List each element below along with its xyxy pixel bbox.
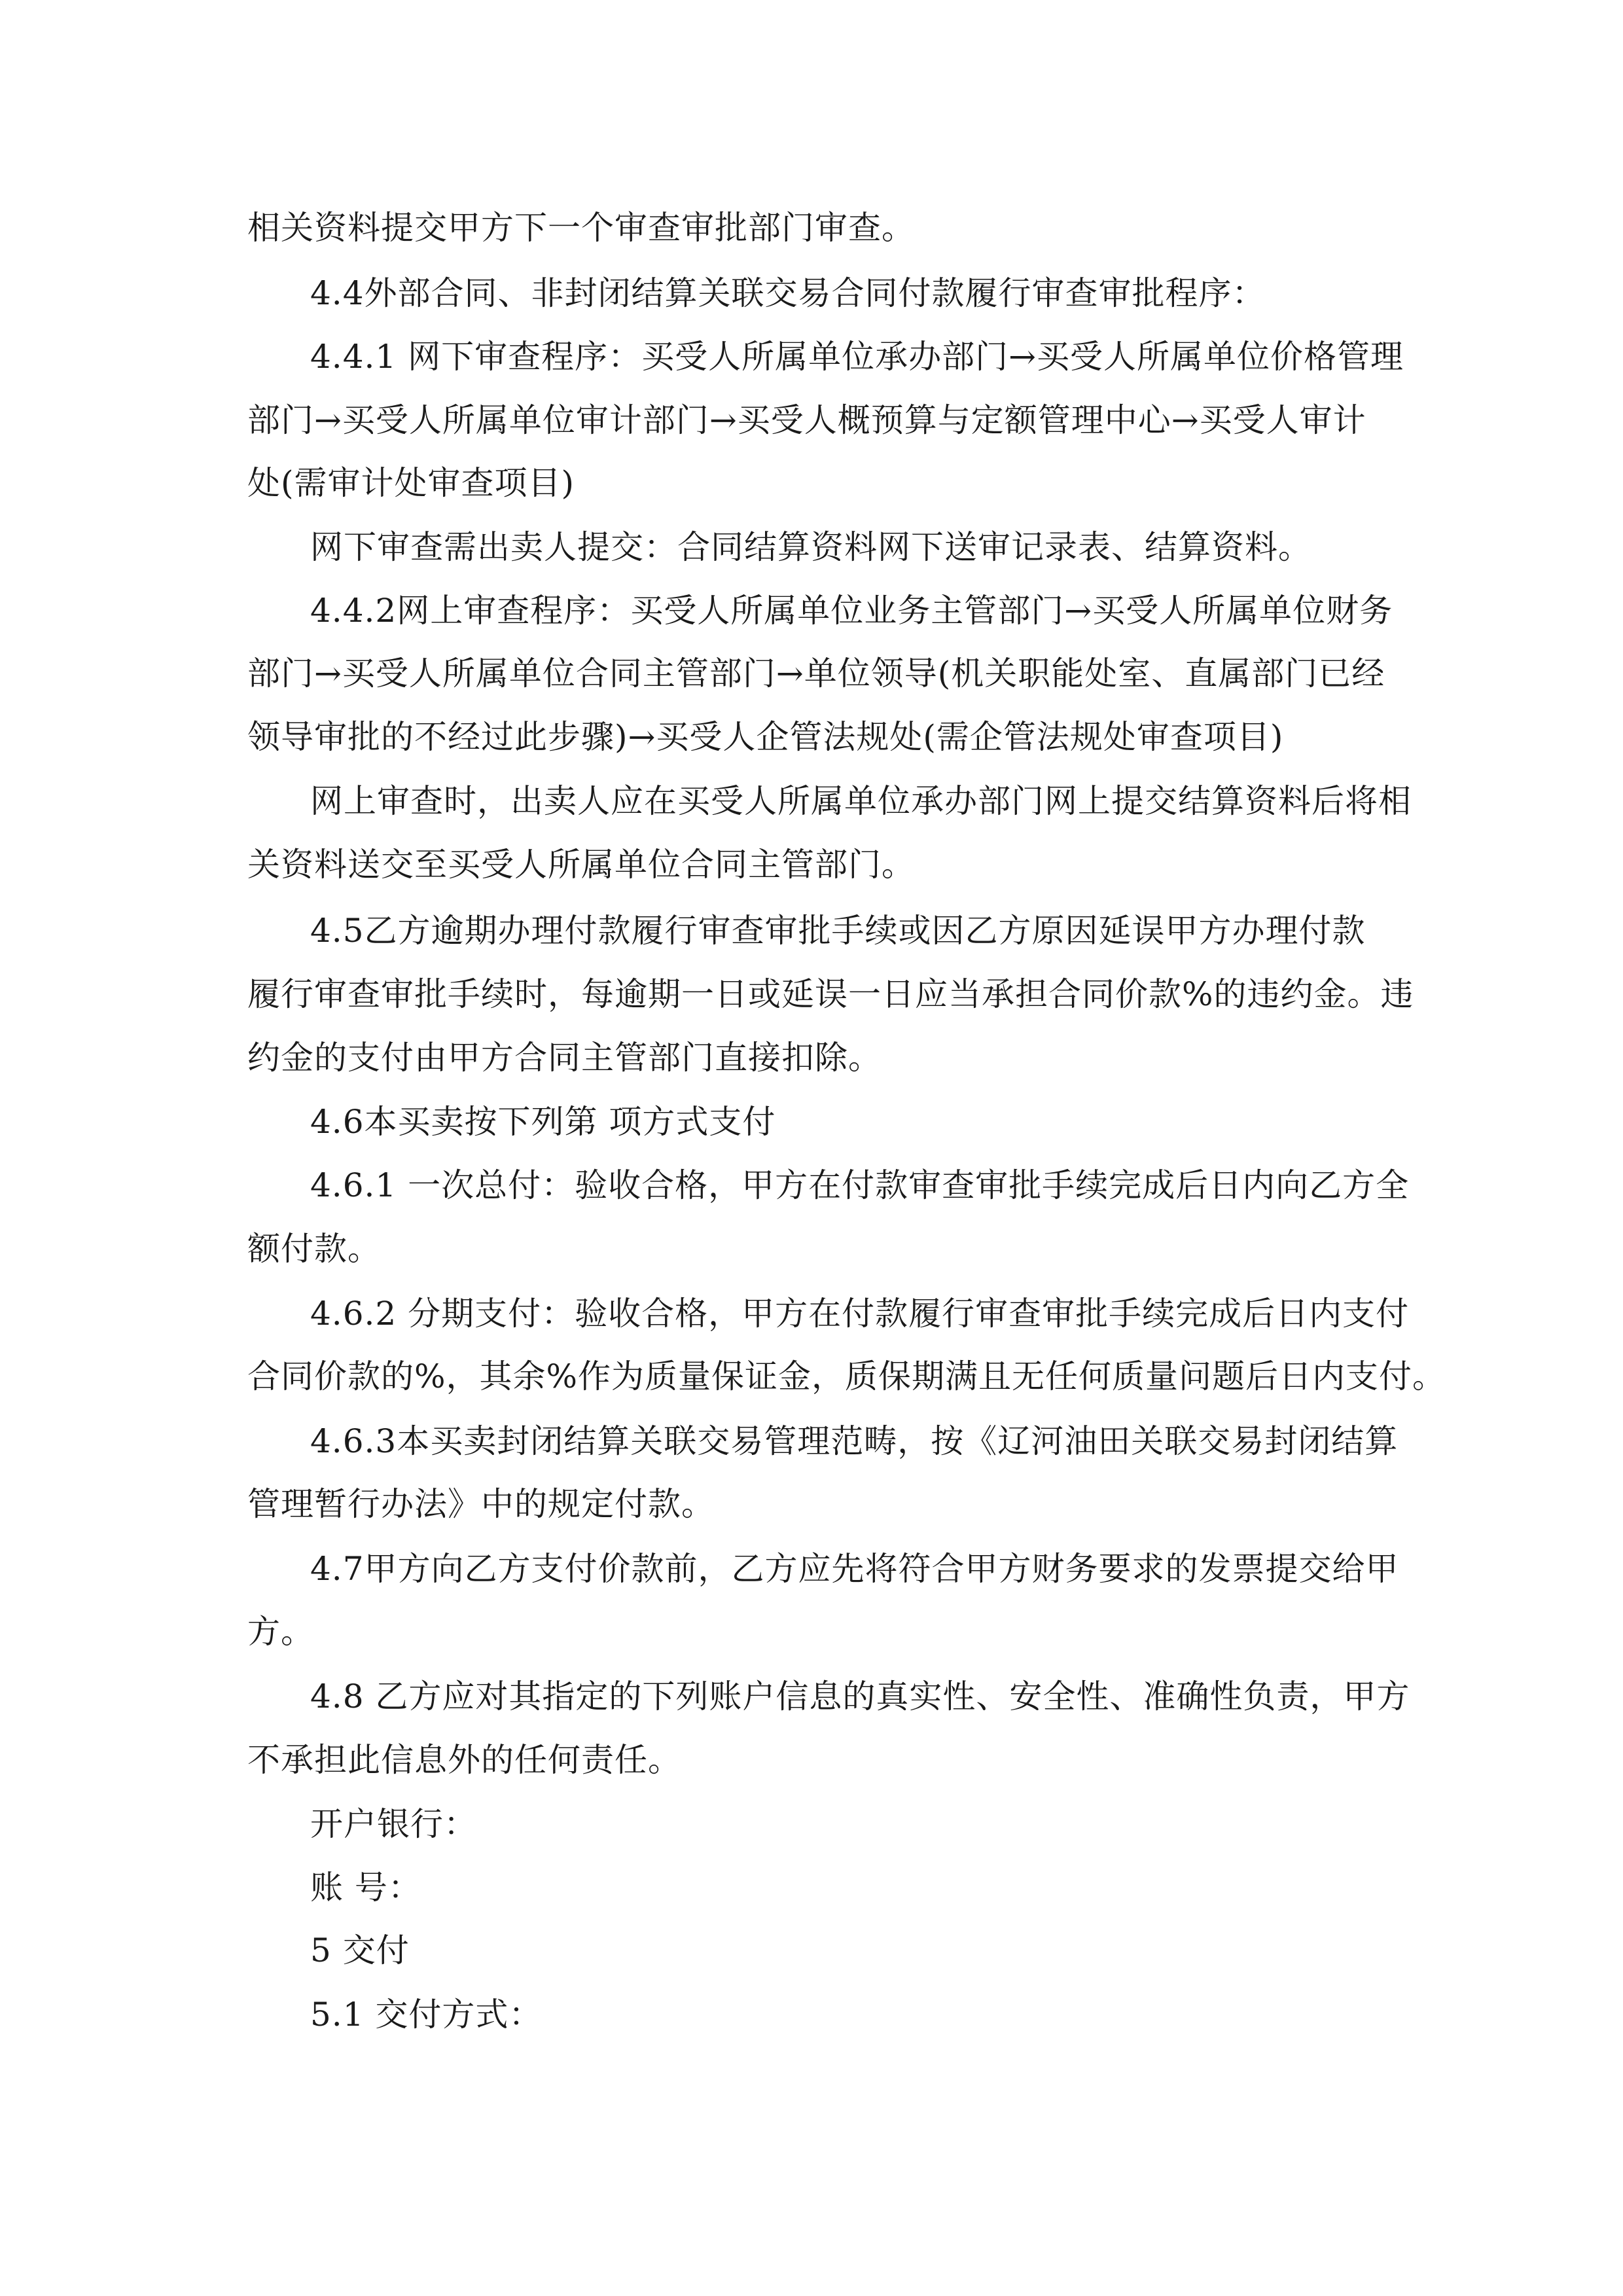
text-line: 账 号： bbox=[310, 1869, 421, 1907]
text-line: 4.6.2 分期支付：验收合格，甲方在付款履行审查审批手续完成后日内支付 bbox=[310, 1295, 1410, 1333]
text-line: 管理暂行办法》中的规定付款。 bbox=[247, 1485, 715, 1523]
text-line: 部门→买受人所属单位合同主管部门→单位领导(机关职能处室、直属部门已经 bbox=[247, 655, 1385, 692]
text-line: 4.4.2网上审查程序：买受人所属单位业务主管部门→买受人所属单位财务 bbox=[310, 592, 1393, 630]
text-line: 4.5乙方逾期办理付款履行审查审批手续或因乙方原因延误甲方办理付款 bbox=[310, 912, 1366, 950]
text-line: 额付款。 bbox=[247, 1230, 381, 1268]
text-line: 5.1 交付方式： bbox=[310, 1996, 543, 2034]
text-line: 开户银行： bbox=[310, 1805, 477, 1843]
text-line: 关资料送交至买受人所属单位合同主管部门。 bbox=[247, 846, 915, 884]
text-line: 4.4外部合同、非封闭结算关联交易合同付款履行审查审批程序： bbox=[310, 274, 1266, 312]
text-line: 部门→买受人所属单位审计部门→买受人概预算与定额管理中心→买受人审计 bbox=[247, 401, 1366, 439]
text-line: 网下审查需出卖人提交：合同结算资料网下送审记录表、结算资料。 bbox=[310, 528, 1311, 566]
text-line: 相关资料提交甲方下一个审查审批部门审查。 bbox=[247, 209, 915, 247]
text-line: 4.7甲方向乙方支付价款前，乙方应先将符合甲方财务要求的发票提交给甲 bbox=[310, 1550, 1399, 1588]
text-line: 5 交付 bbox=[310, 1931, 410, 1969]
text-line: 履行审查审批手续时，每逾期一日或延误一日应当承担合同价款%的违约金。违 bbox=[247, 975, 1414, 1013]
text-line: 网上审查时，出卖人应在买受人所属单位承办部门网上提交结算资料后将相 bbox=[310, 782, 1412, 820]
text-line: 4.8 乙方应对其指定的下列账户信息的真实性、安全性、准确性负责，甲方 bbox=[310, 1677, 1410, 1715]
text-line: 合同价款的%，其余%作为质量保证金，质保期满且无任何质量问题后日内支付。 bbox=[247, 1357, 1446, 1395]
text-line: 4.6本买卖按下列第 项方式支付 bbox=[310, 1103, 776, 1141]
text-line: 方。 bbox=[247, 1613, 314, 1651]
text-line: 领导审批的不经过此步骤)→买受人企管法规处(需企管法规处审查项目) bbox=[247, 718, 1284, 756]
text-line: 4.6.3本买卖封闭结算关联交易管理范畴，按《辽河油田关联交易封闭结算 bbox=[310, 1422, 1399, 1460]
text-line: 4.6.1 一次总付：验收合格，甲方在付款审查审批手续完成后日内向乙方全 bbox=[310, 1166, 1410, 1204]
text-line: 处(需审计处审查项目) bbox=[247, 464, 575, 502]
text-line: 约金的支付由甲方合同主管部门直接扣除。 bbox=[247, 1039, 882, 1077]
text-line: 4.4.1 网下审查程序：买受人所属单位承办部门→买受人所属单位价格管理 bbox=[310, 338, 1404, 376]
text-line: 不承担此信息外的任何责任。 bbox=[247, 1741, 681, 1779]
